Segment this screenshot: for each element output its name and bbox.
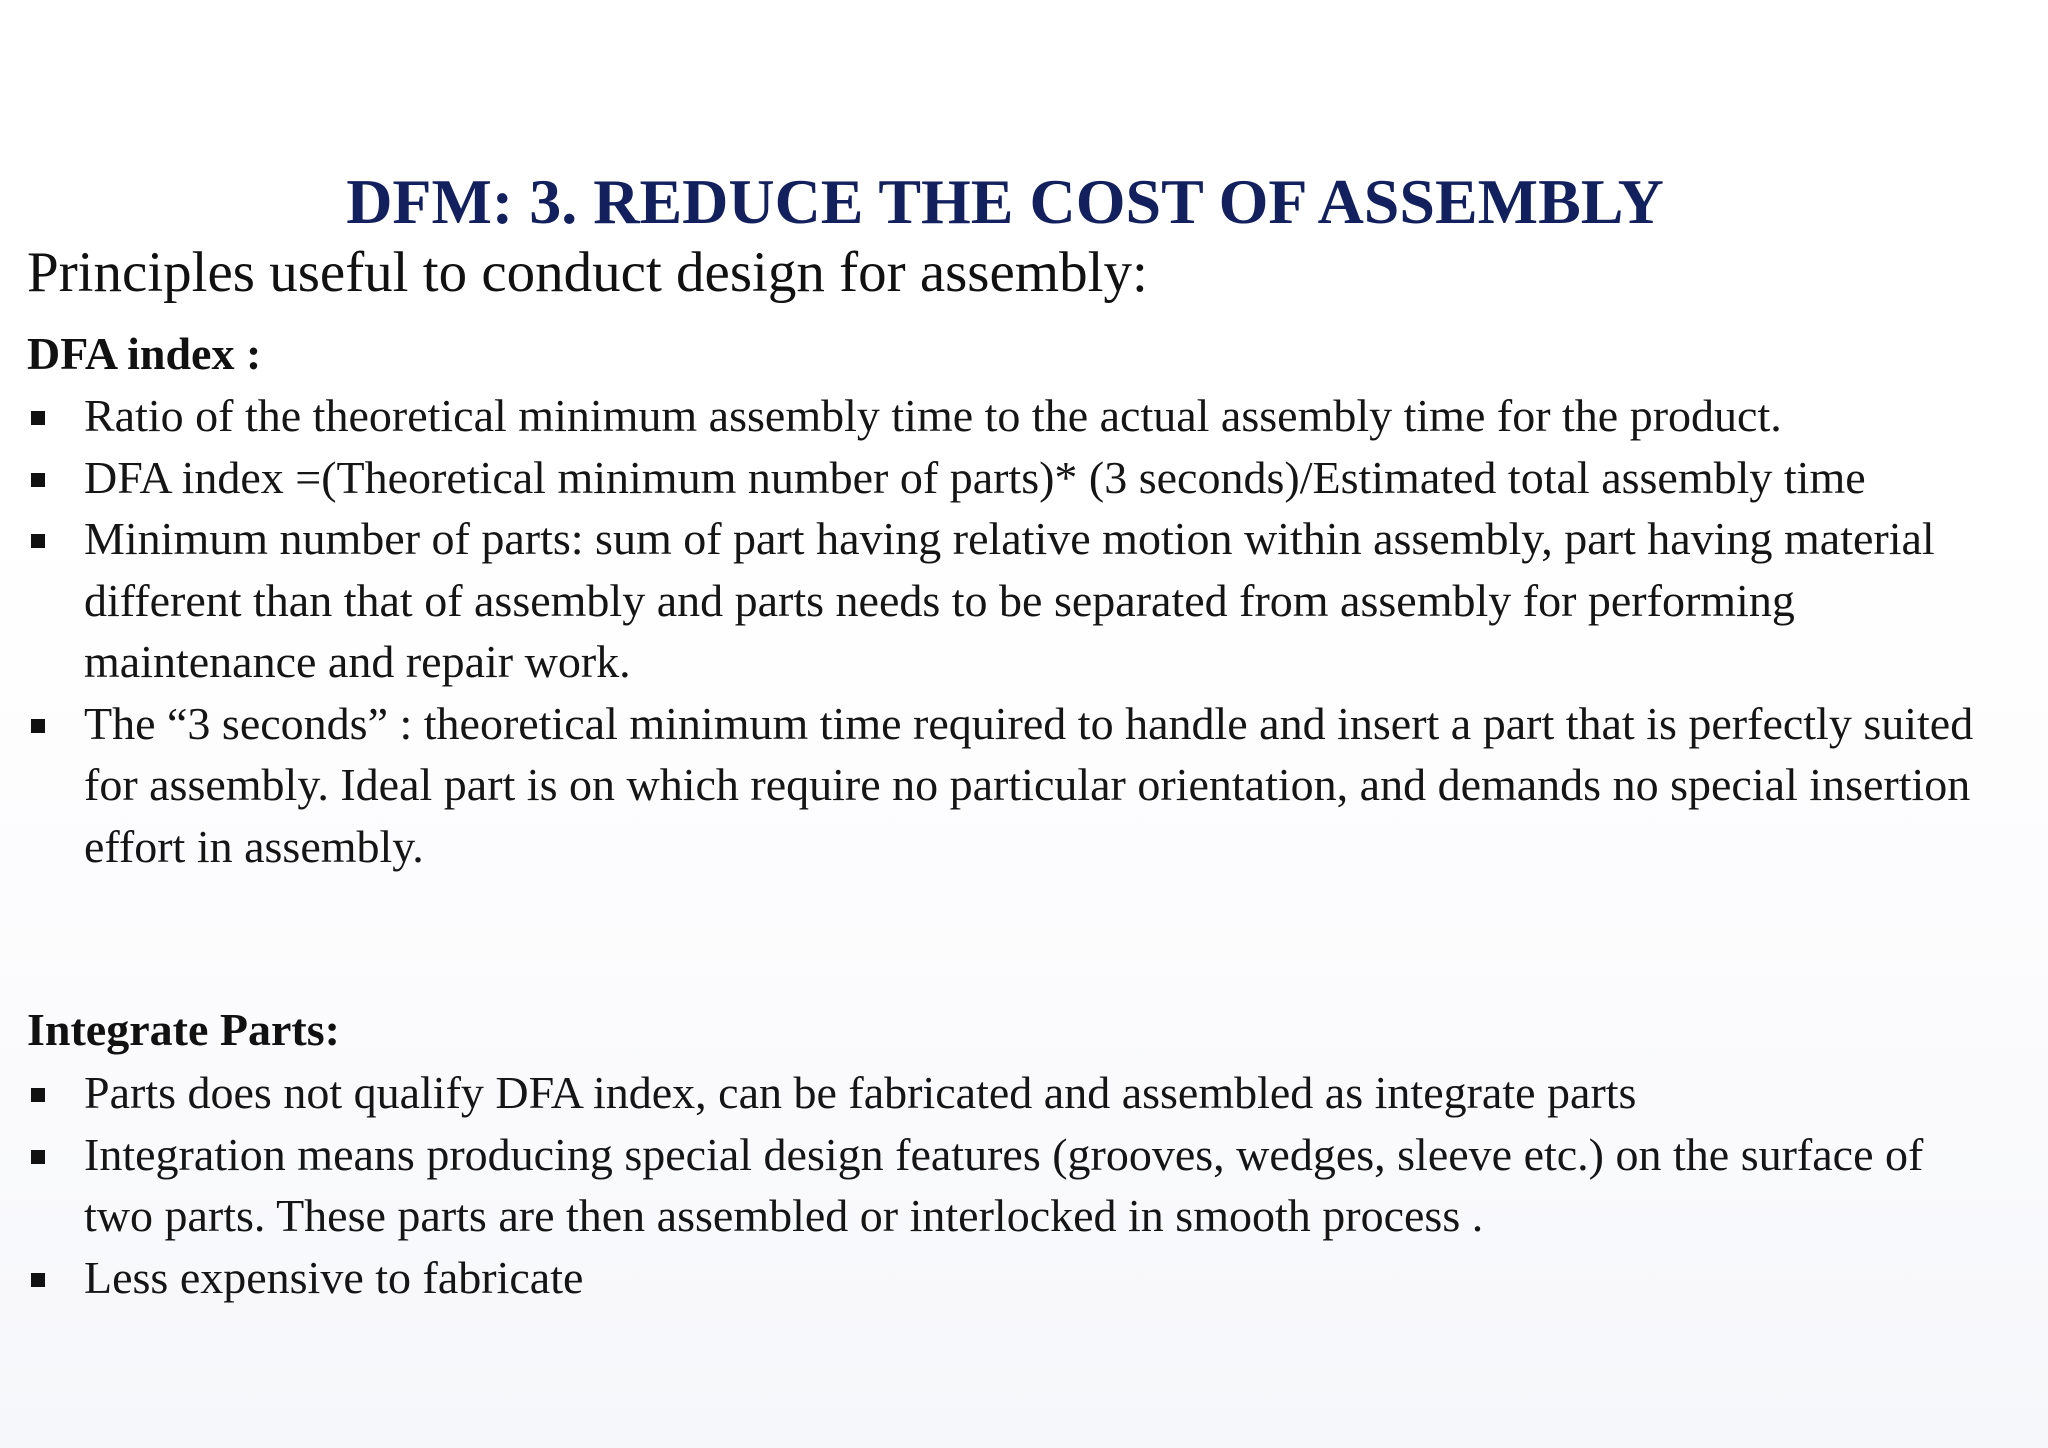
square-bullet-icon xyxy=(31,534,45,548)
list-item-text: Parts does not qualify DFA index, can be fabricated and assembled as integrate parts xyxy=(84,1067,1637,1118)
square-bullet-icon xyxy=(31,1273,45,1287)
integrate-parts-heading: Integrate Parts: xyxy=(27,1004,340,1055)
square-bullet-icon xyxy=(31,1088,45,1102)
list-item-text: Integration means producing special design features (grooves, wedges, sleeve etc.) on the surface of two parts. These parts are then assembled or interlocked in smooth process . xyxy=(84,1128,1924,1241)
square-bullet-icon xyxy=(31,1150,45,1164)
list-item xyxy=(0,1247,2000,1309)
list-item xyxy=(0,1124,2000,1247)
list-item xyxy=(0,508,2000,693)
slide-subtitle: Principles useful to conduct design for assembly: xyxy=(27,241,1148,304)
list-item xyxy=(0,693,2000,878)
list-item-text: Ratio of the theoretical minimum assembly time to the actual assembly time for the product. xyxy=(84,390,1782,441)
list-item xyxy=(0,1062,2000,1124)
dfa-index-heading: DFA index : xyxy=(27,328,262,379)
list-item-text: Minimum number of parts: sum of part having relative motion within assembly, part having material different than that of assembly and parts needs to be separated from assembly for performing maintenance and repair work. xyxy=(84,513,1935,687)
square-bullet-icon xyxy=(31,719,45,733)
dfa-index-list xyxy=(0,385,2000,877)
list-item xyxy=(0,385,2000,447)
square-bullet-icon xyxy=(31,411,45,425)
slide-title: DFM: 3. REDUCE THE COST OF ASSEMBLY xyxy=(346,166,1664,237)
square-bullet-icon xyxy=(31,473,45,487)
list-item xyxy=(0,447,2000,509)
list-item-text: The “3 seconds” : theoretical minimum time required to handle and insert a part that is perfectly suited for assembly. Ideal part is on which require no particular orientation, and demands no special insertion effort in assembly. xyxy=(84,697,1974,872)
list-item-text: Less expensive to fabricate xyxy=(84,1251,584,1303)
integrate-parts-list xyxy=(0,1062,2000,1308)
list-item-text: DFA index =(Theoretical minimum number of parts)* (3 seconds)/Estimated total assembly time xyxy=(84,451,1866,503)
